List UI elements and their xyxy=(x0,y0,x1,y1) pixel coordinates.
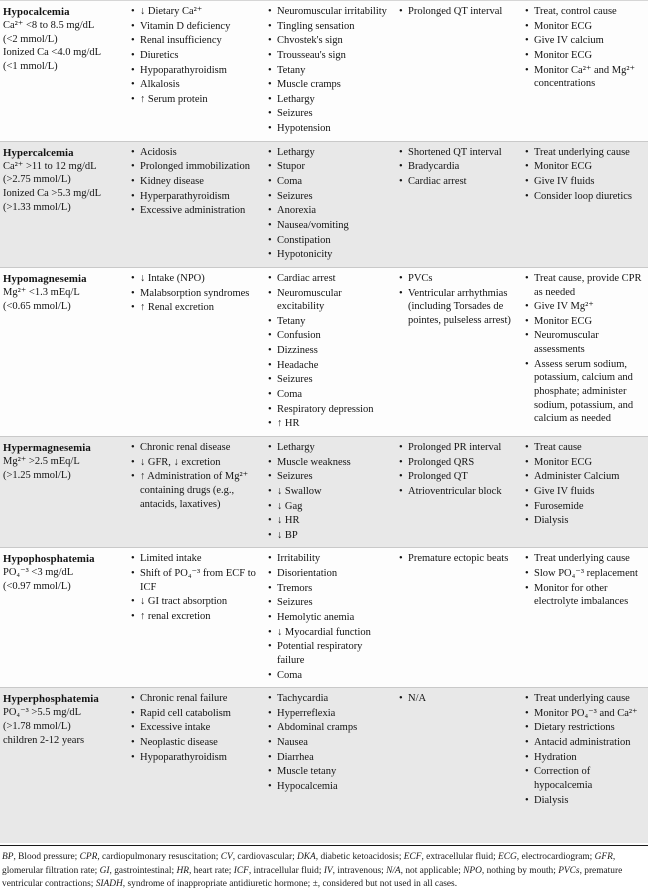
list-item: • ↑ HR xyxy=(267,417,390,431)
abbreviation-term: GFR xyxy=(594,852,613,863)
list-item: • Slow PO₄⁻³ replacement xyxy=(524,567,643,581)
condition-name: Hypomagnesemia xyxy=(3,272,87,285)
list-item: (<0.97 mmol/L) xyxy=(3,581,71,593)
list-item: • Constipation xyxy=(267,234,390,248)
list-item: children 2-12 years xyxy=(3,734,85,746)
list-item: • PVCs xyxy=(398,272,516,286)
list-item: • Coma xyxy=(267,388,390,402)
list-item: Ionized Ca >5.3 mg/dL xyxy=(3,188,102,200)
list-item: • Treat underlying cause xyxy=(524,146,643,160)
table-row-hypocalcemia xyxy=(0,0,648,141)
list-item: Mg²⁺ >2.5 mEq/L xyxy=(3,455,80,467)
abbreviations-footnote: BP, Blood pressure; CPR, cardiopulmonary resuscitation; CV, cardiovascular; DKA, diabetic ketoacidosis; ECF, extracellular fluid; ECG, electrocardiogram; GFR, glomerular filtration rate; GI, gastrointestinal; HR, heart rate; ICF, intracellular fluid; IV, intravenous; N/A, not applicable; NPO, nothing by mouth; PVCs, premature ventricular contractions; SIADH, syndrome of inappropriate antidiuretic hormone; ±, considered but not used in all cases. xyxy=(2,852,623,889)
abbreviation-term: ECG xyxy=(498,852,517,863)
list-item: • ↓ Myocardial function xyxy=(267,626,390,640)
list-item: • ↓ GI tract absorption xyxy=(130,595,259,609)
list-item: • Seizures xyxy=(267,373,390,387)
table-row-hypermagnesemia xyxy=(0,436,648,547)
abbreviation-term: SIADH xyxy=(95,878,123,889)
list-item: • Premature ectopic beats xyxy=(398,552,516,566)
list-item: • Trousseau's sign xyxy=(267,49,390,63)
condition-values xyxy=(3,706,122,747)
table-row-hypomagnesemia xyxy=(0,267,648,436)
list-item: • Neuromuscular irritability xyxy=(267,5,390,19)
list-item: • Tremors xyxy=(267,582,390,596)
list-item: • Prolonged QRS xyxy=(398,456,516,470)
list-item: • Hemolytic anemia xyxy=(267,611,390,625)
list-item: (>1.78 mmol/L) xyxy=(3,720,71,732)
list-item: • Seizures xyxy=(267,190,390,204)
list-item: (<1 mmol/L) xyxy=(3,60,58,72)
condition-cell xyxy=(0,4,127,137)
list-item: • Lethargy xyxy=(267,441,390,455)
treatment-cell xyxy=(521,4,648,137)
list-item: • Muscle tetany xyxy=(267,765,390,779)
list-item: • Dialysis xyxy=(524,794,643,808)
list-item: Ca²⁺ >11 to 12 mg/dL xyxy=(3,160,97,172)
list-item: • Confusion xyxy=(267,329,390,343)
abbreviation-term: CPR xyxy=(79,852,98,863)
list-item: • Give IV Mg²⁺ xyxy=(524,300,643,314)
list-item: • Administer Calcium xyxy=(524,470,643,484)
causes-cell xyxy=(127,145,264,263)
symptoms-cell xyxy=(264,551,395,683)
list-item: • Treat underlying cause xyxy=(524,692,643,706)
list-item: • Alkalosis xyxy=(130,78,259,92)
list-item: • Nausea xyxy=(267,736,390,750)
list-item: • Muscle weakness xyxy=(267,456,390,470)
list-item: • Abdominal cramps xyxy=(267,721,390,735)
condition-name: Hypercalcemia xyxy=(3,146,74,159)
cardiac-effects-cell xyxy=(395,271,521,432)
list-item: • Coma xyxy=(267,175,390,189)
list-item: • Disorientation xyxy=(267,567,390,581)
list-item: • Excessive administration xyxy=(130,204,259,218)
list-item: • Prolonged immobilization xyxy=(130,160,259,174)
footnote-section xyxy=(0,845,648,891)
list-item: • ↓ GFR, ↓ excretion xyxy=(130,456,259,470)
list-item: • Ventricular arrhythmias (including Torsades de pointes, pulseless arrest) xyxy=(398,287,516,328)
list-item: • Antacid administration xyxy=(524,736,643,750)
list-item: • Hypocalcemia xyxy=(267,780,390,794)
list-item: (<0.65 mmol/L) xyxy=(3,300,71,312)
symptoms-cell xyxy=(264,145,395,263)
list-item: (>1.25 mmol/L) xyxy=(3,469,71,481)
list-item: • Rapid cell catabolism xyxy=(130,707,259,721)
list-item: • Treat cause xyxy=(524,441,643,455)
list-item: • Shortened QT interval xyxy=(398,146,516,160)
list-item: • Seizures xyxy=(267,596,390,610)
list-item: • Diuretics xyxy=(130,49,259,63)
symptoms-cell xyxy=(264,691,395,839)
causes-cell xyxy=(127,4,264,137)
abbreviation-term: ICF xyxy=(233,865,249,876)
list-item: • Seizures xyxy=(267,107,390,121)
list-item: • Renal insufficiency xyxy=(130,34,259,48)
treatment-cell xyxy=(521,440,648,543)
list-item: • Monitor ECG xyxy=(524,20,643,34)
condition-cell xyxy=(0,440,127,543)
list-item: • Cardiac arrest xyxy=(398,175,516,189)
condition-cell xyxy=(0,271,127,432)
abbreviation-term: CV xyxy=(220,852,233,863)
list-item: • Prolonged QT interval xyxy=(398,5,516,19)
treatment-cell xyxy=(521,551,648,683)
list-item: • Malabsorption syndromes xyxy=(130,287,259,301)
list-item: Mg²⁺ <1.3 mEq/L xyxy=(3,286,80,298)
list-item: • Monitor ECG xyxy=(524,49,643,63)
list-item: • Dizziness xyxy=(267,344,390,358)
list-item: • Lethargy xyxy=(267,93,390,107)
abbreviation-term: IV xyxy=(323,865,333,876)
symptoms-cell xyxy=(264,440,395,543)
condition-name: Hypophosphatemia xyxy=(3,553,95,566)
list-item: PO₄⁻³ >5.5 mg/dL xyxy=(3,707,82,719)
list-item: • Bradycardia xyxy=(398,160,516,174)
list-item: • ↓ HR xyxy=(267,514,390,528)
list-item: • Hydration xyxy=(524,751,643,765)
condition-values xyxy=(3,160,122,215)
list-item: • Monitor ECG xyxy=(524,315,643,329)
abbreviation-term: ± xyxy=(312,878,318,889)
abbreviation-term: ECF xyxy=(403,852,422,863)
condition-name: Hypermagnesemia xyxy=(3,441,91,454)
list-item: • Hypoparathyroidism xyxy=(130,751,259,765)
list-item: • Prolonged PR interval xyxy=(398,441,516,455)
list-item: (>2.75 mmol/L) xyxy=(3,174,71,186)
list-item: • Monitor Ca²⁺ and Mg²⁺ concentrations xyxy=(524,64,643,91)
list-item: • Hypotension xyxy=(267,122,390,136)
list-item: • Monitor ECG xyxy=(524,456,643,470)
table-row-hypophosphatemia xyxy=(0,547,648,687)
list-item: • Kidney disease xyxy=(130,175,259,189)
list-item: • Tetany xyxy=(267,315,390,329)
list-item: • Give IV calcium xyxy=(524,34,643,48)
list-item: • Hypotonicity xyxy=(267,248,390,262)
list-item: • Neuromuscular assessments xyxy=(524,329,643,356)
list-item: • Monitor PO₄⁻³ and Ca²⁺ xyxy=(524,707,643,721)
list-item: • Vitamin D deficiency xyxy=(130,20,259,34)
condition-name: Hypocalcemia xyxy=(3,6,70,18)
table-row-hypercalcemia xyxy=(0,141,648,267)
list-item: • Stupor xyxy=(267,160,390,174)
list-item: • Tachycardia xyxy=(267,692,390,706)
cardiac-effects-cell xyxy=(395,551,521,683)
list-item: • Monitor for other electrolyte imbalances xyxy=(524,582,643,609)
list-item: • Prolonged QT xyxy=(398,470,516,484)
list-item: • Treat cause, provide CPR as needed xyxy=(524,272,643,299)
list-item: • Dietary restrictions xyxy=(524,721,643,735)
list-item: • Cardiac arrest xyxy=(267,272,390,286)
condition-cell xyxy=(0,145,127,263)
list-item: • Consider loop diuretics xyxy=(524,190,643,204)
list-item: • Shift of PO₄⁻³ from ECF to ICF xyxy=(130,567,259,594)
causes-cell xyxy=(127,551,264,683)
list-item: • Tetany xyxy=(267,64,390,78)
list-item: • ↓ Swallow xyxy=(267,485,390,499)
list-item: • Chvostek's sign xyxy=(267,34,390,48)
condition-values xyxy=(3,455,122,482)
list-item: • Furosemide xyxy=(524,500,643,514)
list-item: • Tingling sensation xyxy=(267,20,390,34)
list-item: • Muscle cramps xyxy=(267,78,390,92)
symptoms-cell xyxy=(264,271,395,432)
list-item: • ↑ Administration of Mg²⁺ containing drugs (e.g., antacids, laxatives) xyxy=(130,470,259,511)
list-item: (<2 mmol/L) xyxy=(3,33,58,45)
list-item: • ↓ BP xyxy=(267,529,390,543)
cardiac-effects-cell xyxy=(395,145,521,263)
condition-cell xyxy=(0,691,127,839)
list-item: • N/A xyxy=(398,692,516,706)
list-item: PO₄⁻³ <3 mg/dL xyxy=(3,567,74,579)
table-row-hyperphosphatemia xyxy=(0,687,648,843)
list-item: • Hyperreflexia xyxy=(267,707,390,721)
list-item: • ↓ Intake (NPO) xyxy=(130,272,259,286)
abbreviation-term: N/A xyxy=(386,865,401,876)
treatment-cell xyxy=(521,271,648,432)
list-item: • Hypoparathyroidism xyxy=(130,64,259,78)
list-item: • Treat, control cause xyxy=(524,5,643,19)
list-item: • ↓ Gag xyxy=(267,500,390,514)
list-item: • Irritability xyxy=(267,552,390,566)
list-item: • Give IV fluids xyxy=(524,175,643,189)
list-item: • Give IV fluids xyxy=(524,485,643,499)
condition-values xyxy=(3,19,122,74)
list-item: • ↑ renal excretion xyxy=(130,610,259,624)
condition-cell xyxy=(0,551,127,683)
list-item: • Monitor ECG xyxy=(524,160,643,174)
list-item: • Excessive intake xyxy=(130,721,259,735)
list-item: • Correction of hypocalcemia xyxy=(524,765,643,792)
list-item: Ca²⁺ <8 to 8.5 mg/dL xyxy=(3,20,95,32)
abbreviation-term: DKA xyxy=(297,852,316,863)
list-item: • Hyperparathyroidism xyxy=(130,190,259,204)
list-item: • Nausea/vomiting xyxy=(267,219,390,233)
list-item: (>1.33 mmol/L) xyxy=(3,201,71,213)
list-item: • Dialysis xyxy=(524,514,643,528)
list-item: • Limited intake xyxy=(130,552,259,566)
condition-values xyxy=(3,286,122,313)
list-item: • Potential respiratory failure xyxy=(267,640,390,667)
list-item: • Diarrhea xyxy=(267,751,390,765)
list-item: • Acidosis xyxy=(130,146,259,160)
list-item: • Chronic renal failure xyxy=(130,692,259,706)
causes-cell xyxy=(127,691,264,839)
list-item: Ionized Ca <4.0 mg/dL xyxy=(3,47,102,59)
list-item: • Assess serum sodium, potassium, calcium and phosphate; administer sodium, potassium, and calcium as needed xyxy=(524,358,643,426)
list-item: • ↑ Renal excretion xyxy=(130,301,259,315)
abbreviation-term: BP xyxy=(2,852,14,863)
list-item: • Chronic renal disease xyxy=(130,441,259,455)
list-item: • Seizures xyxy=(267,470,390,484)
list-item: • Headache xyxy=(267,359,390,373)
list-item: • Treat underlying cause xyxy=(524,552,643,566)
list-item: • Coma xyxy=(267,669,390,683)
condition-name: Hyperphosphatemia xyxy=(3,693,99,706)
symptoms-cell xyxy=(264,4,395,137)
causes-cell xyxy=(127,271,264,432)
list-item: • Neoplastic disease xyxy=(130,736,259,750)
abbreviation-term: PVCs xyxy=(558,865,580,876)
list-item: • ↓ Dietary Ca²⁺ xyxy=(130,5,259,19)
list-item: • Respiratory depression xyxy=(267,403,390,417)
list-item: • Anorexia xyxy=(267,204,390,218)
condition-values xyxy=(3,566,122,593)
treatment-cell xyxy=(521,145,648,263)
list-item: • ↑ Serum protein xyxy=(130,93,259,107)
cardiac-effects-cell xyxy=(395,4,521,137)
abbreviation-term: GI xyxy=(99,865,110,876)
causes-cell xyxy=(127,440,264,543)
abbreviation-term: NPO xyxy=(463,865,482,876)
abbreviation-term: HR xyxy=(176,865,189,876)
treatment-cell xyxy=(521,691,648,839)
cardiac-effects-cell xyxy=(395,440,521,543)
list-item: • Lethargy xyxy=(267,146,390,160)
list-item: • Atrioventricular block xyxy=(398,485,516,499)
cardiac-effects-cell xyxy=(395,691,521,839)
list-item: • Neuromuscular excitability xyxy=(267,287,390,314)
